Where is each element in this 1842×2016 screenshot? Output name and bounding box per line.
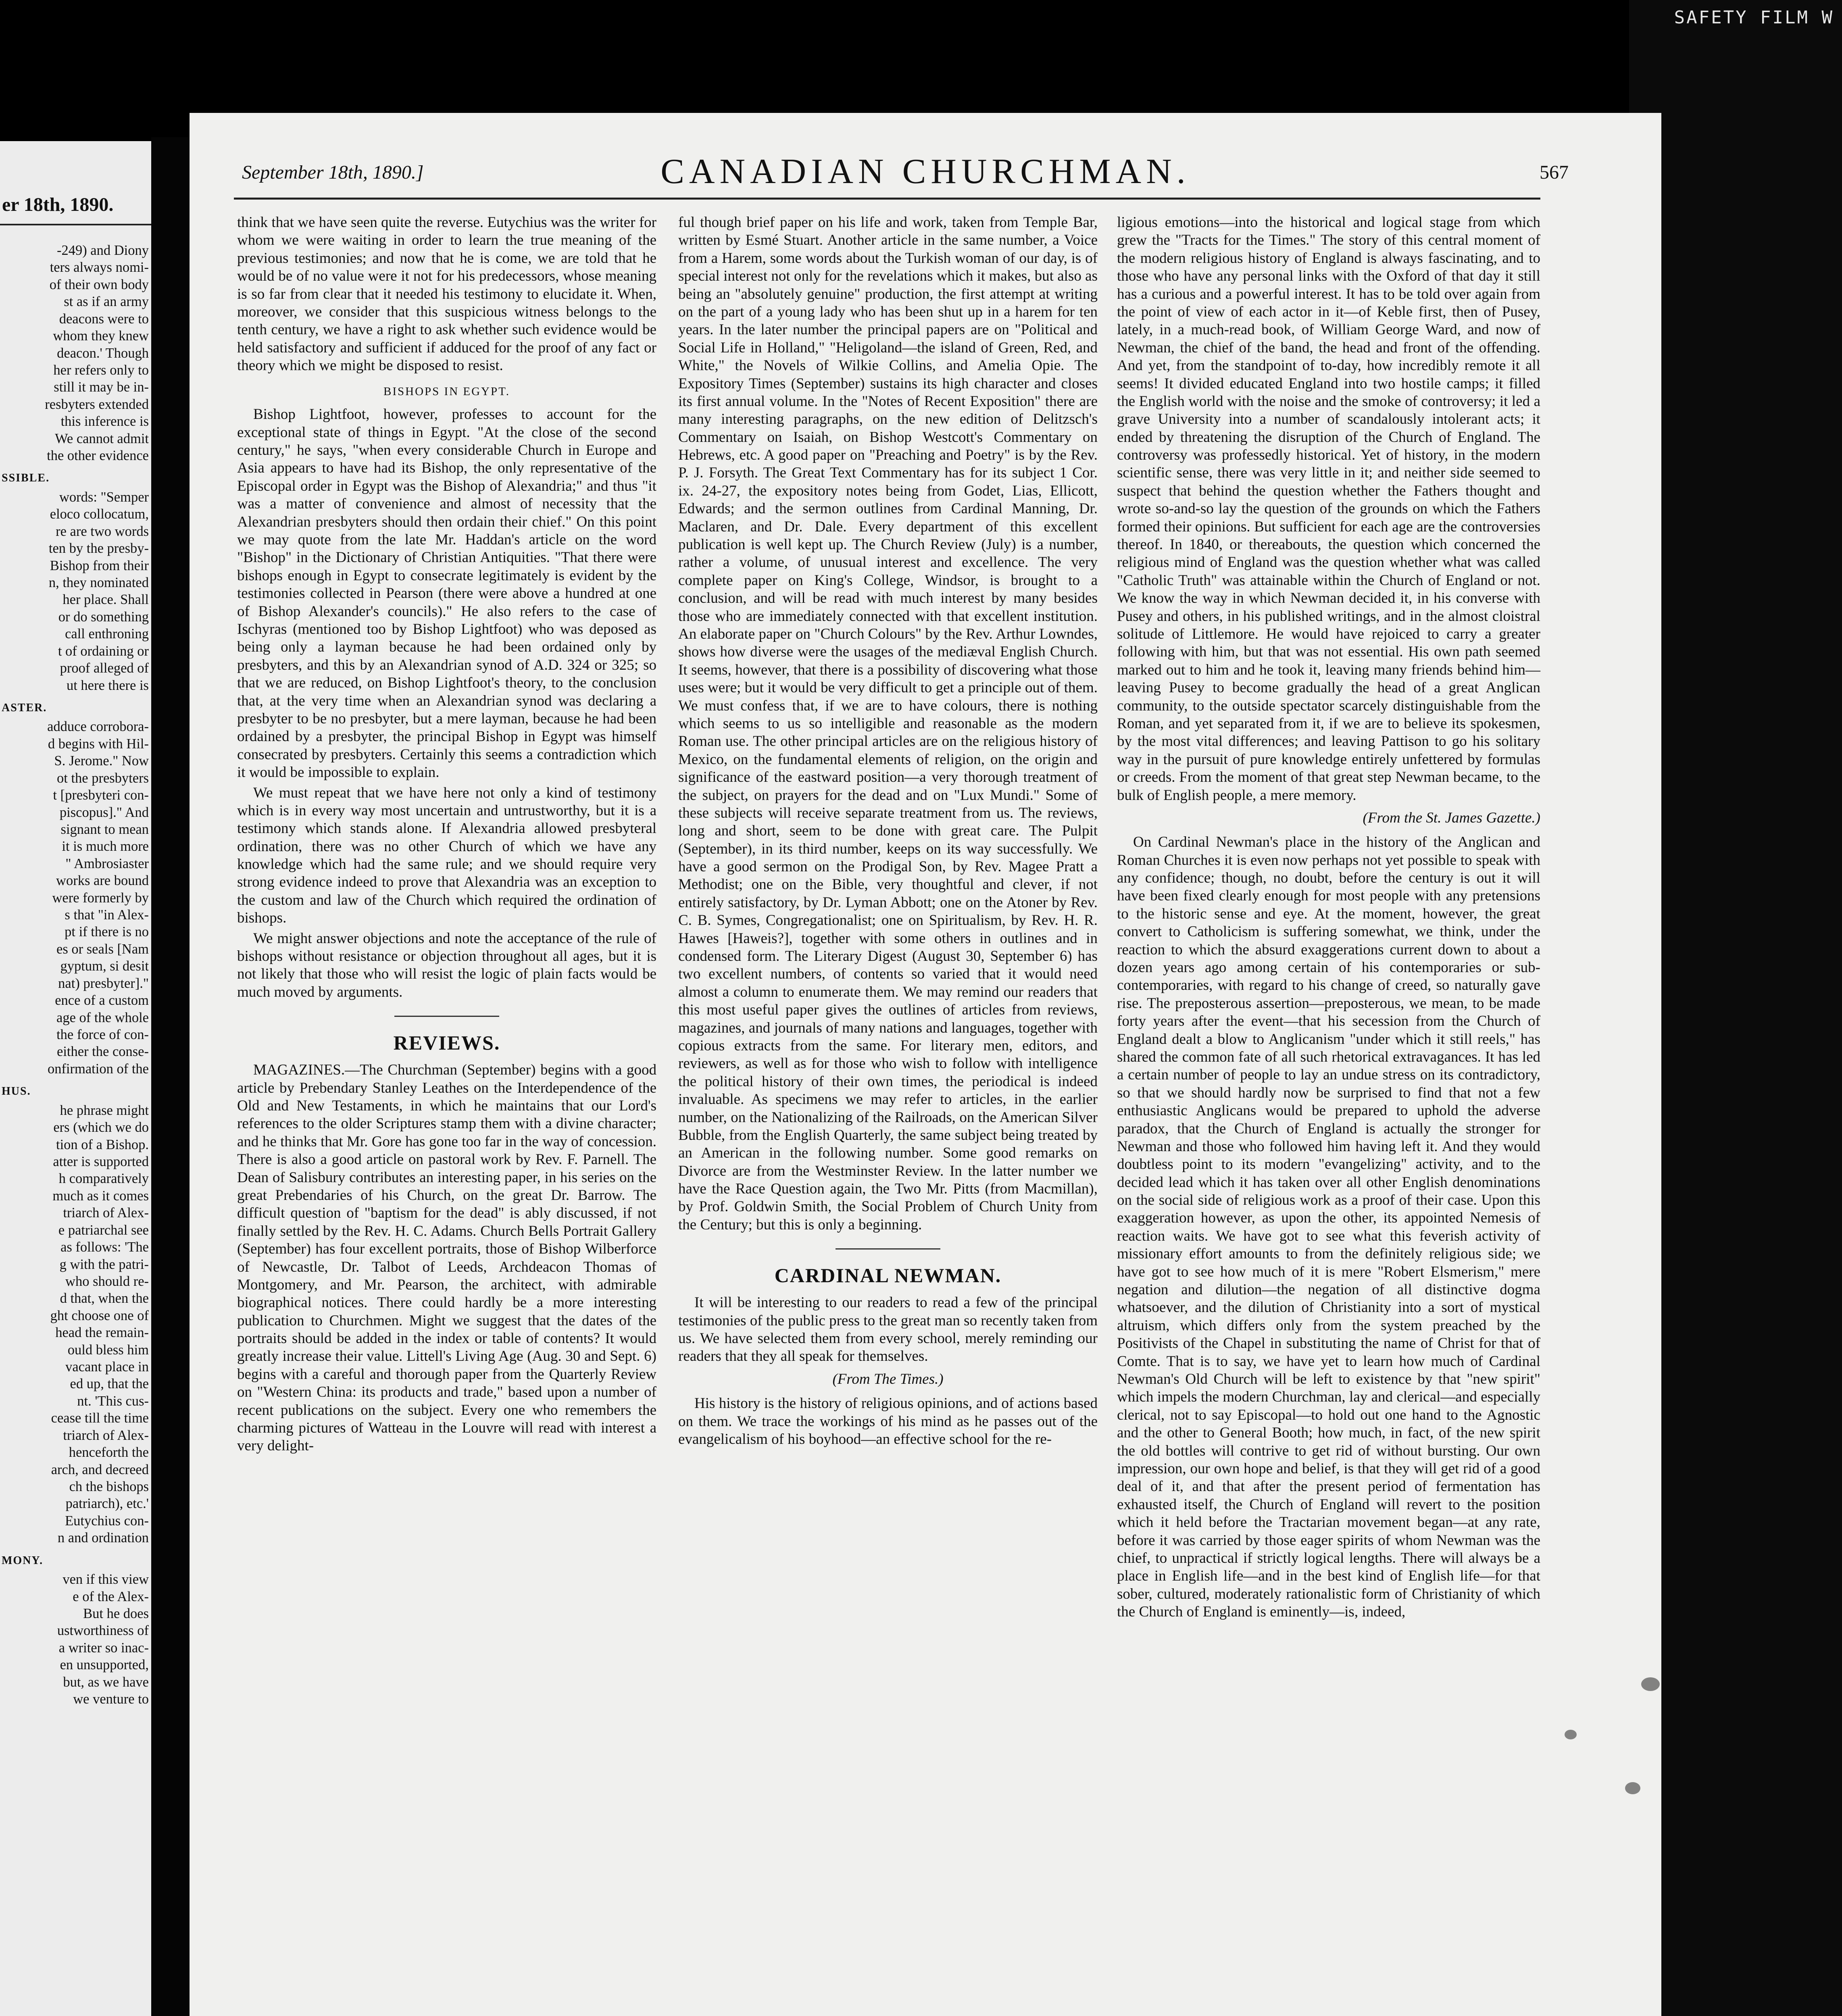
column-2: [678, 214, 1098, 1451]
previous-page-heading: SSIBLE.: [2, 472, 50, 485]
previous-page-line: t of ordaining or: [58, 643, 149, 659]
previous-page-line: pt if there is no: [65, 924, 149, 940]
previous-page-line: her refers only to: [53, 362, 149, 378]
previous-page-line: words: "Semper: [59, 489, 149, 505]
previous-page-line: n, they nominated: [48, 575, 149, 591]
paragraph: His history is the history of religious opinions, and of actions based on them. We trace the workings of his mind as he passes out of the evangelicalism of his boyhood—an effective school for the re-: [678, 1395, 1098, 1447]
previous-page-line: e patriarchal see: [58, 1222, 149, 1238]
previous-page-line: g with the patri-: [59, 1256, 149, 1272]
previous-page-line: h comparatively: [58, 1171, 149, 1187]
previous-page-line: head the remain-: [55, 1325, 149, 1341]
previous-page-line: we venture to: [73, 1691, 149, 1707]
page-title: CANADIAN CHURCHMAN.: [661, 152, 1190, 191]
previous-page-line: still it may be in-: [54, 379, 149, 395]
page-number: 567: [1540, 162, 1569, 183]
previous-page-line: n and ordination: [57, 1530, 149, 1546]
previous-page-rule: [0, 224, 151, 225]
previous-page-line: the other evidence: [47, 448, 149, 464]
previous-page-line: tion of a Bishop.: [56, 1137, 149, 1152]
previous-page-line: d begins with Hil-: [48, 736, 149, 752]
previous-page-line: s that "in Alex-: [65, 907, 149, 923]
paragraph: ful though brief paper on his life and work, taken from Temple Bar, written by Esmé Stuart. Another article in the same number, a Voice from a Harem, some words about the Turkish woman of our day, is of special interest not only for the revelations which it makes, but also as being an "absolutely genuine" production, the first attempt at writing on the part of a young lady who has been shut up in a harem for ten years. In the later number the principal papers are on "Political and Social Life in Holland," "Heligoland—the island of Green, Red, and White," the Novels of Wilkie Collins, and Amelia Opie. The Expository Times (September) sustains its high character and closes its first annual volume. In the "Notes of Recent Exposition" there are many interesting paragraphs, on the new edition of Delitzsch's Commentary on Isaiah, on Bishop Westcott's Commentary on Hebrews, etc. A good paper on "Preaching and Poetry" is by the Rev. P. J. Forsyth. The Great Text Commentary has for its subject 1 Cor. ix. 24-27, the expository notes being from Godet, Lias, Ellicott, Edwards; and the sermon outlines from Cardinal Manning, Dr. Maclaren, and Dr. Dale. Every department of this excellent publication is well kept up. The Church Review (July) is a number, rather a volume, of unusual interest and excellence. The very complete paper on King's College, Windsor, is brought to a conclusion, and will be read with much interest by many besides those who are immediately connected with that excellent institution. An elaborate paper on "Church Colours" by the Rev. Arthur Lowndes, shows how diverse were the usages of the mediæval English Church. It seems, however, that there is a possibility of discovering what those uses were; but it would be very difficult to get a principle out of them. We must confess that, if we are to have colours, there is nothing which seems to us so intelligible and reasonable as the modern Roman use. The other principal articles are on the religious history of Mexico, on the fundamental elements of religion, on the origin and significance of the eastward position—a very thorough treatment of the subject, on prayers for the dead and on "Lux Mundi." Some of these subjects will receive separate treatment from us. The reviews, long and short, seem to be done with great care. The Pulpit (September), in its third number, keeps on its way successfully. We have a good sermon on the Prodigal Son, by Rev. Magee Pratt a Methodist; one on the Bible, very thoughtful and clever, if not entirely satisfactory, by Dr. Lyman Abbott; one on the Atoner by Rev. C. B. Symes, Congregationalist; one on Spiritualism, by Rev. H. R. Hawes [Haweis?], together with some others in outlines and in condensed form. The Literary Digest (August 30, September 6) has two excellent numbers, of contents so varied that it would need almost a column to enumerate them. We may remind our readers that this most useful paper gives the outlines of articles from reviews, magazines, and journals of many nations and languages, together with copious extracts from the same. For literary men, editors, and reviewers, as well as for those who wish to follow with intelligence the political history of their own times, the periodical is indeed invaluable. As specimens we may refer to articles, in the earlier number, on the Nationalizing of the Railroads, on the American Silver Bubble, from the English Quarterly, the same subject being treated by an American in the following number. Some good remarks on Divorce are from the Westminster Review. In the latter number we have the Race Question again, the Two Mr. Pitts (from Macmillan), by Prof. Goldwin Smith, the Social Problem of Church Unity from the Century; but this is only a beginning.: [678, 214, 1098, 1233]
previous-page-line: age of the whole: [56, 1010, 149, 1025]
previous-page-line: But he does: [83, 1606, 149, 1621]
section-divider: [394, 1016, 499, 1017]
previous-page-header: er 18th, 1890.: [2, 194, 114, 215]
previous-page-line: or do something: [58, 609, 149, 625]
ink-stain: [1565, 1730, 1577, 1739]
previous-page-heading: ASTER.: [2, 701, 47, 714]
previous-page-line: works are bound: [56, 873, 149, 889]
previous-page-line: ed up, that the: [70, 1376, 149, 1392]
previous-page-heading: MONY.: [2, 1554, 44, 1567]
previous-page-line: ght choose one of: [50, 1308, 149, 1323]
column-3: [1117, 214, 1540, 1623]
previous-page-line: he phrase might: [60, 1102, 149, 1118]
previous-page-line: signant to mean: [60, 821, 149, 837]
previous-page-line: nt. 'This cus-: [77, 1393, 149, 1409]
section-divider: [836, 1248, 940, 1250]
previous-page-line: call enthroning: [65, 626, 149, 642]
paragraph: Bishop Lightfoot, however, professes to account for the exceptional state of things in Egypt. "At the close of the second century," he says, "when every considerable Church in Europe and Asia appears to have had its Bishop, the only representative of the Episcopal order in Egypt was the Bishop of Alexandria;" and thus "it was a matter of convenience and almost of necessity that the Alexandrian presbyters should then ordain their chief." On this point we may quote from the late Mr. Haddan's article on the word "Bishop" in the Dictionary of Christian Antiquities. "That there were bishops enough in Egypt to consecrate legitimately is evident by the testimonies collected in Pearson (there were above a hundred at one of Bishop Alexander's councils)." He also refers to the case of Ischyras (mentioned too by Bishop Lightfoot) who was deposed as being only a layman because he had been ordained only by presbyters, and this by an Alexandrian synod of A.D. 324 or 325; so that we are reduced, on Bishop Lightfoot's theory, to the conclusion that, at the very time when an Alexandrian synod was declaring a presbyter to be no presbyter, but a mere layman, because he had been ordained by a presbyter, the principal Bishop in Egypt was himself consecrated by presbyters. Certainly this seems a contradiction which it would be impossible to explain.: [237, 406, 656, 781]
previous-page-line: a writer so inac-: [58, 1640, 149, 1656]
cardinal-newman-heading: CARDINAL NEWMAN.: [774, 1264, 1002, 1287]
previous-page-line: eloco collocatum,: [50, 506, 149, 522]
previous-page-line: " Ambrosiaster: [65, 856, 149, 871]
page-date: September 18th, 1890.]: [242, 162, 424, 183]
previous-page-line: of their own body: [49, 277, 149, 292]
previous-page-line: as follows: 'The: [60, 1239, 149, 1255]
paragraph: It will be interesting to our readers to read a few of the principal testimonies of the public press to the great man so recently taken from us. We have selected them from every school, merely reminding our readers that they all speak for themselves.: [678, 1294, 1098, 1365]
previous-page-line: piscopus]." And: [59, 804, 149, 820]
previous-page-line: t [presbyteri con-: [53, 787, 149, 803]
book-gutter: [151, 137, 196, 2016]
previous-page-line: es or seals [Nam: [56, 941, 149, 957]
previous-page-line: henceforth the: [69, 1445, 149, 1460]
previous-page-line: were formerly by: [52, 890, 149, 906]
previous-page-line: ot the presbyters: [56, 770, 149, 786]
paragraph: We might answer objections and note the acceptance of the rule of bishops without resistance or objection throughout all ages, but it is not likely that those who will resist the logic of plain facts would be much moved by arguments.: [237, 930, 656, 1000]
previous-page-line: Eutychius con-: [65, 1513, 149, 1529]
source-attribution: (From the St. James Gazette.): [1363, 809, 1540, 826]
previous-page-line: adduce corrobora-: [47, 719, 149, 735]
previous-page-line: ence of a custom: [55, 993, 149, 1008]
previous-page-line: this inference is: [60, 414, 149, 429]
previous-page-line: st as if an army: [64, 294, 149, 310]
reviews-heading: REVIEWS.: [393, 1031, 500, 1054]
previous-page-line: d that, when the: [60, 1291, 149, 1306]
paragraph: think that we have seen quite the reverse. Eutychius was the writer for whom we were waiting in order to learn the true meaning of the previous testimonies; and now that he is come, we are told that he would be of no value were it not for his predecessors, whose meaning is so far from clear that it needed his testimony to elucidate it. When, moreover, we consider that this suspicious witness belongs to the tenth century, we have a right to ask whether such evidence would be held satisfactory and sufficient if adduced for the proof of any fact or theory which we might be disposed to resist.: [237, 214, 656, 374]
previous-page-line: nat) presbyter].": [58, 975, 149, 991]
previous-page-line: re are two words: [56, 523, 149, 539]
header-rule: [234, 198, 1540, 200]
film-label: SAFETY FILM W: [1674, 7, 1834, 28]
previous-page-line: ten by the presby-: [48, 541, 149, 556]
previous-page-line: deacon.' Though: [57, 345, 149, 361]
previous-page-lines-c: [2, 718, 149, 1077]
previous-page-line: atter is supported: [53, 1154, 149, 1169]
previous-page-line: patriarch), etc.': [65, 1496, 149, 1512]
previous-page-line: deacons were to: [59, 311, 149, 327]
paragraph: On Cardinal Newman's place in the history of the Anglican and Roman Churches it is even now perhaps not yet possible to speak with any confidence; though, no doubt, before the century is out it will have been fixed clearly enough for most people with any pretensions to the historic sense and eye. At the moment, however, the great convert to Catholicism is suffering somewhat, we think, under the reaction to which the absurd exaggerations current down to about a dozen years ago among certain of his contemporaries or sub-contemporaries, with regard to his change of creed, so naturally gave rise. The preposterous assertion—preposterous, we mean, to be made forty years after the event—that his secession from the Church of England dealt a blow to Anglicanism "under which it still reels," has shared the common fate of all such rhetorical extravagances. It has led a certain number of people to lay an undue stress on its contradictory, so that we should hardly now be surprised to find that not a few enthusiastic Anglicans would be prepared to uphold the adverse paradox, that the Church of England is actually the stronger for Newman and those who followed him having left it. And they would doubtless point to its modern "evangelizing" activity, and to the decided lead which it has taken over all other English denominations on the social side of religious work as a proof of their case. Upon this exaggeration however, as upon the other, its appointed Nemesis of reaction waits. We have got to see what this feverish activity of missionary effort amounts to from the definitely religious side; we have got to see how much of it is mere "Robert Elsmerism," mere negation and dilution—the negation of all distinctive dogma whatsoever, and the dilution of Christianity into a sort of mystical altruism, which differs only from the system preached by the Positivists of the Chapel in substituting the name of Christ for that of Comte. That is to say, we have yet to learn how much of Cardinal Newman's Old Church will be left to existence by that "new spirit" which impels the modern Churchman, lay and clerical—and especially clerical, not to say Episcopal—to hold out one hand to the Agnostic and the other to General Booth; how much, in fact, of the new spirit the old bottles will contrive to get rid of without bursting. Our own impression, our own hope and belief, is that they will get rid of a good deal of it, and that after the present period of fermentation has exhausted itself, the Church of England will revert to the position which it held before the Tractarian movement began—at any rate, before it was carried by those eager spirits of whom Newman was the chief, to unpractical if strictly logical lengths. There will always be a place in English life—and in the best kind of English life—for that sober, cultured, moderately rationalistic form of Christianity of which the Church of England is eminently—is, indeed,: [1117, 834, 1540, 1620]
previous-page-line: S. Jerome." Now: [54, 753, 149, 769]
previous-page-line: ven if this view: [63, 1572, 149, 1587]
previous-page-line: triarch of Alex-: [63, 1427, 149, 1443]
previous-page-line: ut here there is: [66, 677, 149, 693]
previous-page-lines-b: [2, 489, 149, 694]
previous-page-line: it is much more: [62, 839, 149, 854]
previous-page-line: gyptum, si desit: [60, 958, 149, 974]
previous-page-line: e of the Alex-: [73, 1589, 149, 1604]
newspaper-page: [190, 113, 1661, 2016]
previous-page-line: ould bless him: [67, 1342, 149, 1358]
previous-page-line: ch the bishops: [69, 1479, 149, 1494]
paragraph: We must repeat that we have here not only a kind of testimony which is in every way most uncertain and untrustworthy, but it is a testimony which stands alone. If Alexandria allowed presbyteral ordination, there was no other Church of which we have any knowledge which had the same rule; and we should require very strong evidence indeed to prove that Alexandria was an exception to the custom and law of the Church which required the ordination of bishops.: [237, 784, 656, 927]
previous-page-line: en unsupported,: [60, 1657, 149, 1673]
previous-page-lines-e: [2, 1571, 149, 1708]
paragraph: MAGAZINES.—The Churchman (September) begins with a good article by Prebendary Stanley Leathes on the Interdependence of the Old and New Testaments, in which he maintains that our Lord's references to the older Scriptures stamp them with a divine character; and he thinks that Mr. Gore has gone too far in the way of concession. There is also a good article on pastoral work by Rev. F. Parnell. The Dean of Salisbury contributes an interesting paper, in his series on the great Prebendaries of his Church, on the great Dr. Barrow. The difficult question of "baptism for the dead" is ably discussed, if not finally settled by the Rev. H. C. Adams. Church Bells Portrait Gallery (September) has four excellent portraits, those of Bishop Wilberforce of Newcastle, Dr. Talbot of Leeds, Archdeacon Thomas of Montgomery, and Mr. Pearson, the architect, with admirable biographical notices. There could hardly be a more interesting publication to Churchmen. Might we suggest that the dates of the portraits should be added in the index or table of contents? It would greatly increase their value. Littell's Living Age (Aug. 30 and Sept. 6) begins with a careful and thorough paper from the Quarterly Review on "Western China: its products and trade," based upon a number of recent publications on the subject. Every one who remembers the charming pictures of Watteau in the Louvre will read with interest a very delight-: [237, 1062, 656, 1454]
previous-page-line: onfirmation of the: [47, 1061, 149, 1077]
ink-stain: [1625, 1782, 1640, 1794]
previous-page-line: but, as we have: [63, 1674, 149, 1690]
column-1: [237, 214, 656, 1458]
previous-page-text: [2, 242, 149, 1708]
previous-page-heading: HUS.: [2, 1085, 31, 1098]
section-subheading: BISHOPS IN EGYPT.: [383, 385, 510, 398]
previous-page-line: Bishop from their: [50, 558, 149, 573]
source-attribution: (From The Times.): [832, 1370, 944, 1387]
previous-page-line: whom they knew: [53, 328, 149, 344]
previous-page-line: her place. Shall: [63, 592, 149, 608]
previous-page-line: arch, and decreed: [51, 1462, 149, 1477]
previous-page-fragment: [0, 141, 151, 2016]
previous-page-line: We cannot admit: [55, 431, 149, 446]
previous-page-line: ers (which we do: [53, 1120, 149, 1135]
ink-stain: [1641, 1677, 1660, 1691]
previous-page-line: who should re-: [65, 1273, 149, 1289]
previous-page-lines-a: [2, 242, 149, 464]
previous-page-line: resbyters extended: [45, 396, 149, 412]
previous-page-line: ters always nomi-: [50, 260, 149, 275]
previous-page-line: cease till the time: [51, 1410, 149, 1426]
previous-page-line: either the conse-: [57, 1044, 149, 1060]
previous-page-line: the force of con-: [56, 1027, 149, 1043]
paragraph: ligious emotions—into the historical and logical stage from which grew the "Tracts for the Times." The story of this central moment of the modern religious history of England is always fascinating, and to those who have any personal links with the Oxford of that day it still has a curious and a powerful interest. It has to be told over again from the point of view of each actor in it—of Keble first, then of Pusey, lately, in a much-read book, of William George Ward, and now of Newman, the chief of the band, the head and front of the offending. And yet, from the standpoint of to-day, how incredibly remote it all seems! It divided educated England into two hostile camps; it filled the English world with the noise and the smoke of controversy; it led a grave University into a number of scandalously intolerant acts; it ended by threatening the disruption of the Church of England. The controversy was professedly historical. Yet of history, in the modern scientific sense, there was very little in it; and neither side seemed to suspect that behind the question whether the Fathers thought and wrote so-and-so lay the question of the grounds on which the Fathers formed their opinions. But sufficient for each age are the controversies thereof. In 1840, or thereabouts, the question which concerned the religious mind of England was the question whether what was called "Catholic Truth" was attainable within the Church of England or not. We know the way in which Newman decided it, in his converse with Pusey and others, in his published writings, and in the almost cloistral solitude of Littlemore. He would have rejoiced to carry a greater following with him, but that was not essential. His own path seemed marked out to him and he took it, leaving many friends behind him—leaving Pusey to become gradually the head of a great Anglican community, to the outside spectator scarcely distinguishable from the Roman, and yet separated from it, if we are to believe its spokesmen, by the most vital differences; and leaving Pattison to go his solitary way in the pursuit of pure knowledge entirely unfettered by formulas or creeds. From the moment of that great step Newman became, to the bulk of English people, a mere memory.: [1117, 214, 1540, 804]
previous-page-line: ustworthiness of: [57, 1623, 149, 1639]
previous-page-lines-d: [2, 1102, 149, 1547]
previous-page-line: proof alleged of: [60, 660, 149, 676]
previous-page-line: much as it comes: [52, 1188, 149, 1204]
previous-page-line: triarch of Alex-: [63, 1205, 149, 1221]
previous-page-line: vacant place in: [65, 1359, 149, 1375]
previous-page-line: -249) and Diony: [56, 243, 149, 258]
